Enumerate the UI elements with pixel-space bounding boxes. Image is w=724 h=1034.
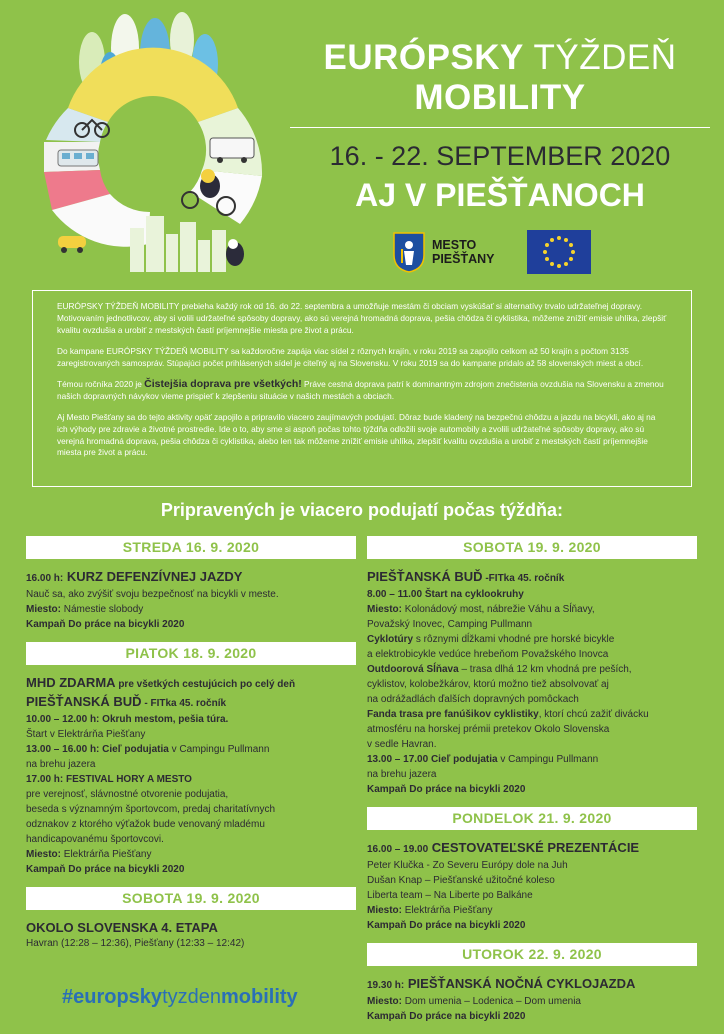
mesto-piestany-logo (432, 238, 495, 266)
intro-paragraph-4: Aj Mesto Piešťany sa do tejto aktivity opäť zapojilo a pripravilo viacero zaujímavých podujatí. Dôraz bude kladený na bezpečnú chôdzu a jazdu na bicykli, ako aj na ich výhody pre zdravie a životné prostredie. Ide o to, aby sme si aspoň počas tohto týždňa odložili svoje automobily a zvolili udržateľné spôsoby dopravy, ako sú verejná hromadná doprava, pešia chôdza či cyklistika, alebo len tak môžeme znížiť emisie uhlíka, zlepšiť kvalitu ovzdušia a urobiť z mestských častí príjemnejšie miesta pre život a prácu. (57, 412, 656, 458)
event-mhd (26, 674, 356, 877)
event-line-bold: 13.00 – 17.00 Cieľ podujatia (367, 754, 498, 765)
event-line-rest: – trasa dlhá 12 km vhodná pre peších, (458, 664, 632, 675)
eu-flag-icon (527, 230, 591, 274)
hashtag (62, 986, 298, 1009)
event-line-rest: v Campingu Pullmann (168, 744, 270, 755)
events-right-column (367, 536, 697, 1034)
event-place (26, 847, 356, 862)
event-line-bold: 13.00 – 16.00 h: Cieľ podujatia (26, 744, 169, 755)
event-line-bold: Fanda trasa pre fanúšikov cyklistiky (367, 709, 539, 720)
event-piestanska-bud (367, 568, 697, 797)
place-value: Elektrárňa Piešťany (61, 849, 152, 860)
event-name: KURZ DEFENZÍVNEJ JAZDY (66, 569, 243, 584)
event-title-2 (26, 693, 356, 712)
event-line: Liberta team – Na Liberte po Balkáne (367, 890, 533, 901)
event-line: na odrážadlách ďalších dopravných pomôckach (367, 694, 579, 705)
tram-icon (58, 150, 98, 166)
event-title (367, 568, 697, 587)
event-line: Peter Klučka - Zo Severu Európy dole na Juh (367, 860, 568, 871)
event-time: 19.30 h: (367, 980, 405, 991)
event-line-bold: Cyklotúry (367, 634, 414, 645)
intro-theme-prefix: Témou ročníka 2020 je (57, 378, 145, 389)
event-place (367, 994, 697, 1009)
small-car-icon (58, 236, 86, 253)
event-name-suffix: - FITka 45. ročník (141, 698, 227, 709)
event-name-suffix: pre všetkých cestujúcich po celý deň (115, 679, 296, 690)
event-title (26, 674, 356, 693)
event-line (26, 742, 356, 757)
place-value: Námestie slobody (61, 604, 144, 615)
day-header-utorok: UTOROK 22. 9. 2020 (367, 943, 697, 966)
event-line: 10.00 – 12.00 h: Okruh mestom, pešia túra. (26, 714, 229, 725)
title-word-mobility: MOBILITY (414, 78, 586, 117)
event-line (367, 632, 697, 647)
event-campaign: Kampaň Do práce na bicykli 2020 (367, 1011, 526, 1022)
event-name-suffix: -FITka 45. ročník (482, 573, 565, 584)
event-cestovatelske (367, 839, 697, 933)
event-place (26, 602, 356, 617)
intro-box (32, 290, 692, 487)
event-place (367, 602, 697, 617)
intro-theme: Čistejšia doprava pre všetkých! (144, 377, 302, 390)
place-value: Elektrárňa Piešťany (402, 905, 493, 916)
event-line: pre verejnosť, slávnostné otvorenie podujatia, (26, 789, 229, 800)
coat-of-arms-icon (392, 231, 426, 273)
day-header-sobota-right: SOBOTA 19. 9. 2020 (367, 536, 697, 559)
day-header-streda: STREDA 16. 9. 2020 (26, 536, 356, 559)
place-label: Miesto: (367, 996, 402, 1007)
events-left-column (26, 536, 356, 961)
intro-paragraph-3 (57, 379, 667, 403)
mobility-ring-illustration (30, 10, 270, 272)
event-line (367, 752, 697, 767)
event-campaign: Kampaň Do práce na bicykli 2020 (26, 864, 185, 875)
hashtag-part-1: #europsky (62, 986, 163, 1008)
event-line (367, 707, 697, 722)
event-description: Nauč sa, ako zvýšiť svoju bezpečnosť na bicykli v meste. (26, 589, 279, 600)
event-line (367, 662, 697, 677)
event-name: MHD ZDARMA (26, 675, 116, 690)
event-campaign: Kampaň Do práce na bicykli 2020 (367, 784, 526, 795)
logos-row (392, 228, 591, 276)
event-line: a elektrobicykle vedúce hrebeňom Považského Inovca (367, 649, 609, 660)
event-line-rest: s rôznymi dĺžkami vhodné pre horské bicykle (413, 634, 615, 645)
event-title (367, 839, 697, 858)
place-value: Dom umenia – Lodenica – Dom umenia (402, 996, 581, 1007)
title-word-europsky: EURÓPSKY (323, 38, 524, 77)
hashtag-part-3: mobility (221, 986, 298, 1008)
event-dates: 16. - 22. SEPTEMBER 2020 (329, 141, 671, 171)
place-label: Miesto: (26, 604, 61, 615)
event-city: AJ V PIEŠŤANOCH (355, 177, 645, 213)
title-word-tyzden: TÝŽDEŇ (533, 38, 677, 77)
event-line: cyklistov, kolobežkárov, ktorú možno tiež absolvovať aj (367, 679, 609, 690)
event-line: Považský Inovec, Camping Pullmann (367, 619, 533, 630)
event-line: Dušan Knap – Piešťanské užitočné koleso (367, 875, 555, 886)
events-heading: Pripravených je viacero podujatí počas týždňa: (160, 500, 564, 520)
place-label: Miesto: (26, 849, 61, 860)
event-line: v sedle Havran. (367, 739, 437, 750)
event-title (26, 568, 356, 587)
event-line-rest: v Campingu Pullmann (497, 754, 599, 765)
event-line: 17.00 h: FESTIVAL HORY A MESTO (26, 774, 192, 785)
day-header-pondelok: PONDELOK 21. 9. 2020 (367, 807, 697, 830)
event-line: Štart v Elektrárňa Piešťany (26, 729, 146, 740)
event-line: Havran (12:28 – 12:36), Piešťany (12:33 – 12:42) (26, 938, 245, 949)
day-header-sobota-left: SOBOTA 19. 9. 2020 (26, 887, 356, 910)
intro-paragraph-1: EURÓPSKY TÝŽDEŇ MOBILITY prebieha každý rok od 16. do 22. septembra a umožňuje mestám či obciam vyskúšať si alternatívy trvalo udržateľnej dopravy. Motivovaním jednotlivcov, aby si volili udržateľné spôsoby dopravy, ako sú verejná hromadná doprava, pešia chôdza či cyklistika, môžeme znížiť emisie uhlíka, zlepšiť kvalitu ovzdušia a urobiť z mestských častí príjemnejšie miesta pre život a prácu. (57, 301, 667, 335)
event-time: 16.00 h: (26, 573, 64, 584)
place-value: Kolonádový most, nábrežie Váhu a Sĺňavy, (402, 604, 595, 615)
event-kurz (26, 568, 356, 632)
mesto-line-2: PIEŠŤANY (432, 252, 495, 266)
event-place (367, 903, 697, 918)
walker-character-icon (226, 239, 244, 266)
event-title (367, 975, 697, 994)
event-campaign: Kampaň Do práce na bicykli 2020 (367, 920, 526, 931)
event-line: beseda s významným športovcom, predaj charitatívnych (26, 804, 275, 815)
intro-paragraph-2: Do kampane EURÓPSKY TÝŽDEŇ MOBILITY sa každoročne zapája viac sídel z rôznych krajín, v roku 2019 sa zapojilo celkom až 50 krajín s počtom 3135 zaregistrovaných samospráv. Stúpajúci počet prihlásených sídel je citeľný aj na Slovensku. V roku 2019 sa do kampane pridalo až 58 slovenských miest a obcí. (57, 345, 644, 368)
place-label: Miesto: (367, 905, 402, 916)
event-line: handicapovanému športovcovi. (26, 834, 164, 845)
day-header-piatok: PIATOK 18. 9. 2020 (26, 642, 356, 665)
intro-theme-suffix: Práve cestná doprava patrí k dominantným zdrojom znečistenia ovzdušia na Slovensku a zmenou našich dopravných návykov vieme prispieť k zlepšeniu situácie v našich mestách a obciach. (57, 378, 664, 401)
event-line-rest: , ktorí chcú zažiť divácku (538, 709, 649, 720)
title-divider (290, 127, 710, 128)
event-nocna-cyklojazda (367, 975, 697, 1024)
event-name: PIEŠŤANSKÁ BUĎ (26, 694, 142, 709)
page-title (290, 38, 710, 118)
event-line: odznakov z ktorého výťažok bude venovaný mladému (26, 819, 265, 830)
hashtag-part-2: tyzden (162, 986, 221, 1008)
event-time: 16.00 – 19.00 (367, 844, 429, 855)
event-line: atmosféru na horskej prémii pretekov Okolo Slovenska (367, 724, 610, 735)
event-campaign: Kampaň Do práce na bicykli 2020 (26, 619, 185, 630)
event-line: 8.00 – 11.00 Štart na cyklookruhy (367, 589, 524, 600)
event-line: na brehu jazera (26, 759, 96, 770)
event-name: PIEŠŤANSKÁ BUĎ (367, 569, 483, 584)
event-name: PIEŠŤANSKÁ NOČNÁ CYKLOJAZDA (407, 976, 636, 991)
event-okolo-slovenska (26, 919, 356, 951)
place-label: Miesto: (367, 604, 402, 615)
mesto-line-1: MESTO (432, 238, 477, 252)
event-line: na brehu jazera (367, 769, 437, 780)
event-name: CESTOVATEĽSKÉ PREZENTÁCIE (431, 840, 640, 855)
event-name: OKOLO SLOVENSKA 4. ETAPA (26, 920, 218, 935)
event-line-bold: Outdoorová Sĺňava (367, 664, 459, 675)
